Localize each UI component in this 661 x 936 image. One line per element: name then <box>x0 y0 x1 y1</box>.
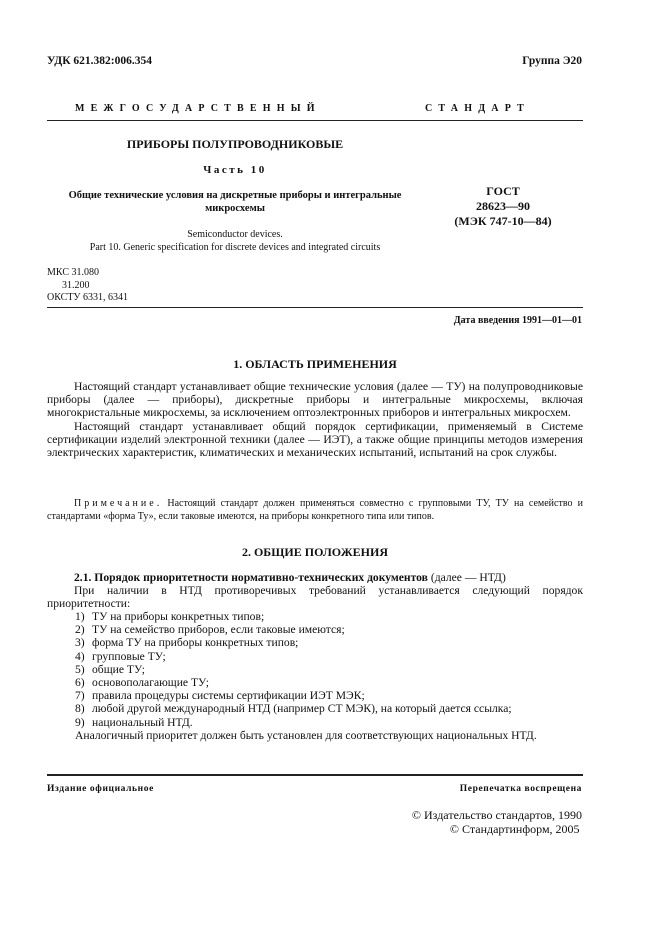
interstate-label: МЕЖГОСУДАРСТВЕННЫЙ <box>75 103 321 114</box>
standard-title: ПРИБОРЫ ПОЛУПРОВОДНИКОВЫЕ <box>126 137 344 151</box>
list-item: 8) любой другой международный НТД (например СТ МЭК), на который дается ссылка; <box>75 702 512 716</box>
gost-designation: ГОСТ 28623—90 (МЭК 747-10—84) <box>454 184 552 228</box>
section-2-text <box>47 571 583 611</box>
classification-codes: МКС 31.080 31.200 ОКСТУ 6331, 6341 <box>47 267 129 303</box>
note-text: Настоящий стандарт должен применяться совместно с групповыми ТУ, ТУ на семейство и стандартами «форма Ту», если таковые имеются, на приборы конкретного типа или типов. <box>47 498 584 522</box>
subsection-number: 2.1. <box>74 571 92 584</box>
list-item: 9) национальный НТД. <box>75 715 193 729</box>
udk-code: УДК 621.382:006.354 <box>47 55 152 67</box>
copyright-publisher: © Издательство стандартов, 1990 <box>411 808 582 822</box>
section-1-heading: 1. ОБЛАСТЬ ПРИМЕНЕНИЯ <box>233 357 397 371</box>
standard-label: СТАНДАРТ <box>425 103 530 114</box>
list-item: 1) ТУ на приборы конкретных типов; <box>75 610 265 623</box>
subsection-title: Порядок приоритетности нормативно-технических документов <box>94 571 428 584</box>
list-item: 2) ТУ на семейство приборов, если таковые имеются; <box>75 623 345 637</box>
reprint-prohibited: Перепечатка воспрещена <box>459 784 582 794</box>
effective-date: Дата введения 1991—01—01 <box>453 315 582 326</box>
standard-subtitle: Общие технические условия на дискретные приборы и интегральные микросхемы <box>68 190 402 214</box>
list-item: 6) основополагающие ТУ; <box>75 676 210 690</box>
section-1-text <box>47 380 583 459</box>
list-item: 5) общие ТУ; <box>75 662 145 676</box>
priority-intro: При наличии в НТД противоречивых требований устанавливается следующий порядок приоритетности: <box>47 584 583 611</box>
list-item: 3) форма ТУ на приборы конкретных типов; <box>75 636 299 650</box>
priority-list <box>75 610 537 742</box>
section-1-note <box>47 497 583 523</box>
codes-rule <box>47 307 583 308</box>
subsection-suffix: (далее — НТД) <box>430 571 506 584</box>
footer-rule <box>47 774 583 776</box>
header-rule <box>47 120 583 121</box>
group-code: Группа Э20 <box>522 55 582 67</box>
section-1-paragraph-1: Настоящий стандарт устанавливает общие технические условия (далее — ТУ) на полупроводниковые приборы (далее — приборы), дискретные приборы и интегральные микросхемы, включая многокристальные микросхемы, за исключением оптоэлектронных приборов и интегральных микросхем. <box>47 380 583 420</box>
section-2-heading: 2. ОБЩИЕ ПОЛОЖЕНИЯ <box>241 545 389 559</box>
section-1-paragraph-2: Настоящий стандарт устанавливает общий порядок сертификации, применяемый в Системе сертификации изделий электронной техники (далее — ИЭТ), а также общие принципы методов измерения электрических характеристик, климатических и механических испытаний, испытаний на срок службы. <box>47 419 583 460</box>
note-label: Примечание. <box>74 498 163 509</box>
list-item: 7) правила процедуры системы сертификации ИЭТ МЭК; <box>75 689 365 703</box>
copyright-standartinform: © Стандартинформ, 2005 <box>449 822 580 836</box>
list-item: 4) групповые ТУ; <box>75 649 166 663</box>
copyright-block <box>412 808 582 836</box>
english-title: Semiconductor devices. Part 10. Generic specification for discrete devices and integrated circuits <box>89 229 381 253</box>
priority-closing: Аналогичный приоритет должен быть установлен для соответствующих национальных НТД. <box>75 728 537 742</box>
part-number: Часть 10 <box>203 164 267 176</box>
official-edition: Издание официальное <box>47 784 154 794</box>
